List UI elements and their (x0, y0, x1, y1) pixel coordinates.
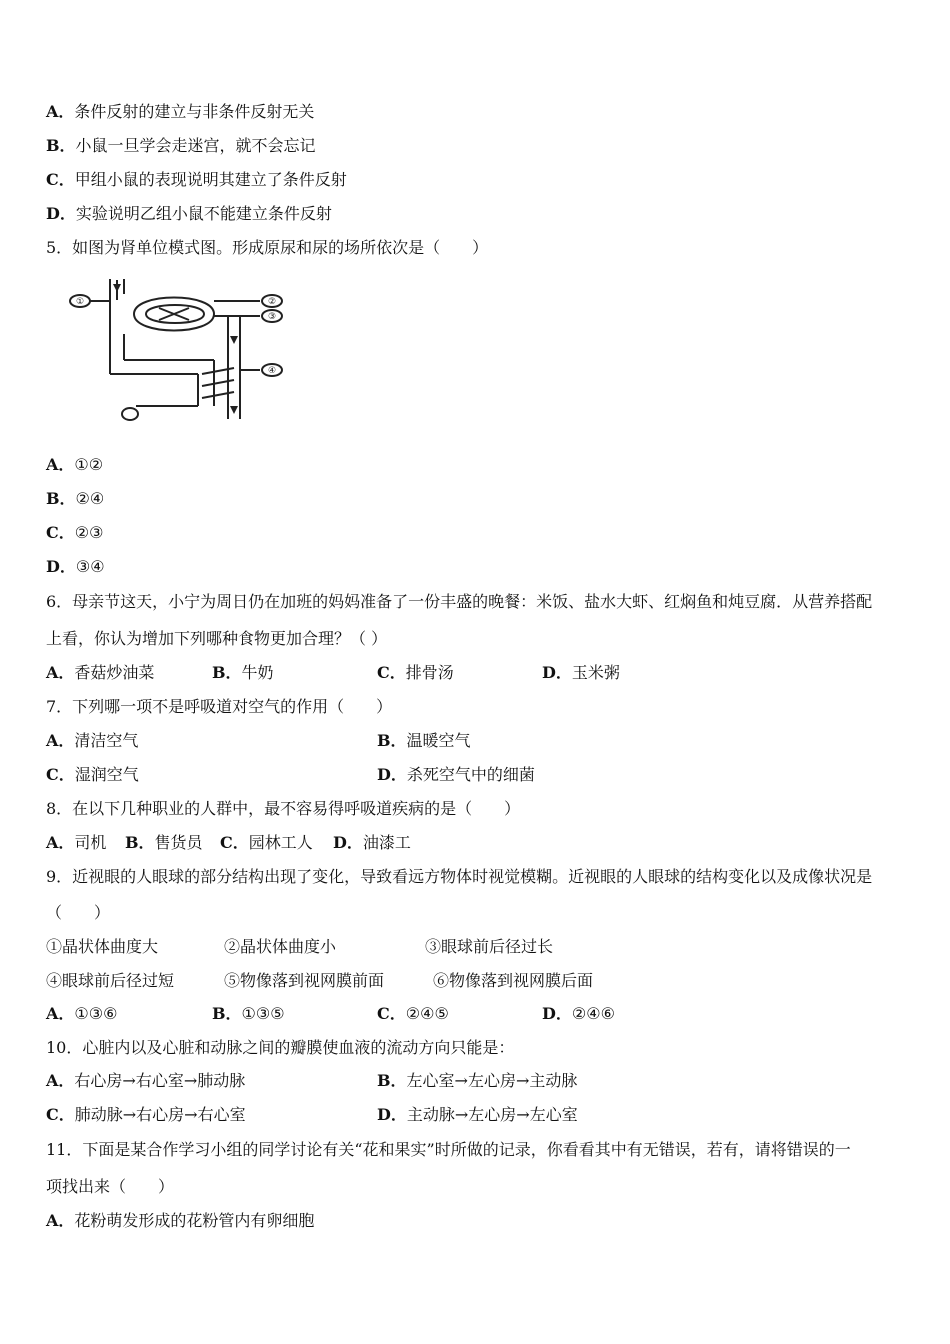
q9-stem-line1: 9．近视眼的人眼球的部分结构出现了变化，导致看远方物体时视觉模糊。近视眼的人眼球的结构变化以及成像状况是 (46, 867, 873, 886)
q10-option-b: B．左心室→左心房→主动脉 (377, 1071, 578, 1090)
q10-option-c: C．肺动脉→右心房→右心室 (46, 1105, 246, 1124)
q5-stem: 5．如图为肾单位模式图。形成原尿和尿的场所依次是（ ） (46, 238, 489, 257)
q6-option-a: A．香菇炒油菜 (46, 663, 155, 682)
q5-option-a: A．①② (46, 455, 104, 474)
q5-option-c: C．②③ (46, 523, 104, 542)
q7-option-c: C．湿润空气 (46, 765, 139, 784)
label-4: ④ (267, 366, 277, 376)
q6-option-d: D．玉米粥 (542, 663, 620, 682)
q6-option-c: C．排骨汤 (377, 663, 454, 682)
q9-item-3: ③眼球前后径过长 (425, 937, 554, 956)
q5-option-b: B．②④ (46, 489, 105, 508)
q11-stem-line2: 项找出来（ ） (46, 1177, 175, 1196)
q9-option-a: A．①③⑥ (46, 1004, 118, 1023)
q10-option-d: D．主动脉→左心房→左心室 (377, 1105, 578, 1124)
q9-option-d: D．②④⑥ (542, 1004, 615, 1023)
q9-item-6: ⑥物像落到视网膜后面 (433, 971, 594, 990)
q11-stem-line1: 11．下面是某合作学习小组的同学讨论有关“花和果实”时所做的记录，你看看其中有无错误，若有，请将错误的一 (46, 1140, 851, 1159)
q9-item-1: ①晶状体曲度大 (46, 937, 159, 956)
q9-item-2: ②晶状体曲度小 (224, 937, 337, 956)
q8-option-a: A．司机 (46, 833, 107, 852)
nephron-diagram (64, 274, 288, 426)
q7-option-d: D．杀死空气中的细菌 (377, 765, 535, 784)
q9-item-5: ⑤物像落到视网膜前面 (224, 971, 385, 990)
q7-option-a: A．清洁空气 (46, 731, 139, 750)
q6-stem-line1: 6．母亲节这天，小宁为周日仍在加班的妈妈准备了一份丰盛的晚餐：米饭、盐水大虾、红焖鱼和炖豆腐．从营养搭配 (46, 592, 873, 611)
q4-option-b: B．小鼠一旦学会走迷宫，就不会忘记 (46, 136, 316, 155)
q6-option-b: B．牛奶 (212, 663, 274, 682)
q9-option-b: B．①③⑤ (212, 1004, 285, 1023)
q11-option-a: A．花粉萌发形成的花粉管内有卵细胞 (46, 1211, 315, 1230)
q7-stem: 7．下列哪一项不是呼吸道对空气的作用（ ） (46, 697, 393, 716)
label-3: ③ (267, 312, 277, 322)
q4-option-d: D．实验说明乙组小鼠不能建立条件反射 (46, 204, 332, 223)
q4-option-a: A．条件反射的建立与非条件反射无关 (46, 102, 315, 121)
q9-stem-line2: （ ） (46, 903, 111, 922)
q5-option-d: D．③④ (46, 557, 105, 576)
q7-option-b: B．温暖空气 (377, 731, 471, 750)
q8-option-d: D．油漆工 (333, 833, 411, 852)
label-2: ② (267, 297, 277, 307)
q9-item-4: ④眼球前后径过短 (46, 971, 175, 990)
q10-option-a: A．右心房→右心室→肺动脉 (46, 1071, 246, 1090)
q9-option-c: C．②④⑤ (377, 1004, 449, 1023)
q8-option-b: B．售货员 (125, 833, 203, 852)
q8-stem: 8．在以下几种职业的人群中，最不容易得呼吸道疾病的是（ ） (46, 799, 521, 818)
label-1: ① (75, 297, 85, 307)
q4-option-c: C．甲组小鼠的表现说明其建立了条件反射 (46, 170, 347, 189)
q6-stem-line2: 上看，你认为增加下列哪种食物更加合理？（ ） (46, 629, 388, 648)
q10-stem: 10．心脏内以及心脏和动脉之间的瓣膜使血液的流动方向只能是： (46, 1038, 515, 1057)
q8-option-c: C．园林工人 (220, 833, 313, 852)
